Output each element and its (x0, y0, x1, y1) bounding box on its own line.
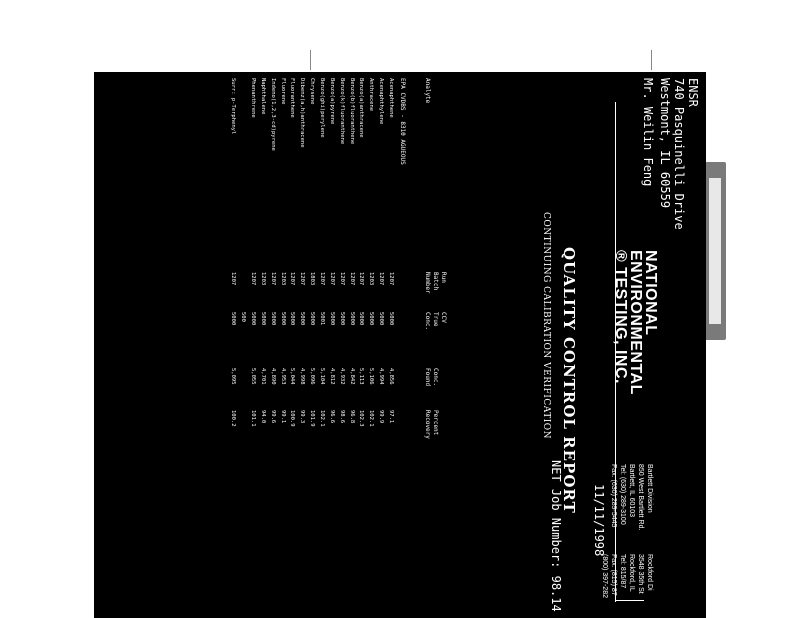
company-line-2: ENVIRONMENTAL (627, 250, 644, 395)
client-city: Westmont, IL 60559 (658, 78, 672, 209)
cell-true-conc: 5000 (338, 312, 345, 326)
scan-mark-right (651, 50, 652, 70)
division-phone: (800) 397-282 (601, 554, 608, 598)
cell-recovery: 99.6 (269, 410, 276, 424)
cell-analyte: Benzo(a)pyrene (328, 78, 335, 125)
job-number: NET Job Number: 98.14 (549, 460, 563, 612)
cell-found: 5,106 (368, 368, 375, 385)
cell-found: 5,113 (358, 368, 365, 385)
header-true-conc: CCV True Conc. (424, 312, 447, 331)
client-name: ENSR (686, 78, 700, 107)
cell-batch: 1203 (259, 272, 266, 286)
cell-true-conc: 5000 (358, 312, 365, 326)
division-name: Bartlett Division (646, 464, 653, 513)
cell-found: 5,104 (319, 368, 326, 385)
client-address (641, 78, 700, 230)
cell-analyte: Benzo(b)fluoranthene (348, 78, 355, 145)
cell-batch: 1207 (378, 272, 385, 286)
cell-recovery: 101.9 (309, 410, 316, 427)
cell-batch: 1207 (269, 272, 276, 286)
rotated-report-page (94, 72, 706, 618)
cell-analyte: Fluoranthene (289, 78, 296, 118)
scan-mark-left (310, 50, 311, 70)
cell-batch: 1207 (250, 272, 257, 286)
header-found: Conc. Found (424, 368, 439, 387)
report-subtitle: CONTINUING CALIBRATION VERIFICATION (541, 212, 551, 440)
cell-analyte: Surr: p-Terphenyl (230, 78, 237, 135)
cell-recovery: 98.6 (338, 410, 345, 424)
company-line-1: NATIONAL (642, 250, 659, 336)
cell-true-conc: 5000 (378, 312, 385, 326)
cell-batch: 1203 (368, 272, 375, 286)
cell-batch: 1203 (279, 272, 286, 286)
cell-found: 5,095 (230, 368, 237, 385)
division-address-1: 3548 35th St (637, 554, 644, 594)
company-name (613, 250, 658, 395)
cell-found: 4,953 (279, 368, 286, 385)
cell-batch: 1207 (388, 272, 394, 286)
report-title: QUALITY CONTROL REPORT (560, 247, 578, 514)
division-tel: Tel: 815/87 (619, 554, 626, 589)
cell-true-conc: 5000 (230, 312, 237, 326)
cell-recovery: 102.3 (358, 410, 365, 427)
cell-found: 5,096 (309, 368, 316, 385)
cell-recovery: 96.8 (348, 410, 355, 424)
cell-recovery: 99.9 (378, 410, 385, 424)
cell-recovery: 100.9 (289, 410, 296, 427)
cell-found: 4,932 (338, 368, 345, 385)
client-attention: Mr. Weilin Feng (641, 78, 655, 187)
division-fax: Fax: (630) 289-5445 (610, 464, 617, 528)
cell-true-conc: 500 (240, 312, 247, 322)
cell-found: 4,994 (378, 368, 385, 385)
cell-analyte: Chrysene (309, 78, 316, 105)
cell-true-conc: 5000 (388, 312, 394, 326)
cell-found: 4,842 (348, 368, 355, 385)
cell-true-conc: 5000 (289, 312, 296, 326)
cell-batch: 1207 (299, 272, 306, 286)
cell-found: 4,998 (299, 368, 306, 385)
cell-batch: 1207 (338, 272, 345, 286)
cell-found: 5,055 (250, 368, 257, 385)
report-date: 11/11/1998 (592, 484, 606, 557)
cell-analyte: Acenaphthene (388, 78, 394, 118)
cell-recovery: 96.6 (328, 410, 335, 424)
division-bartlett (609, 464, 654, 530)
divider-line-right (616, 600, 644, 601)
cell-true-conc: 5001 (319, 312, 326, 326)
cell-recovery: 94.0 (259, 410, 266, 424)
cell-batch: 1803 (309, 272, 316, 286)
cell-analyte: Acenaphthylene (378, 78, 385, 125)
cell-true-conc: 5000 (299, 312, 306, 326)
division-tel: Tel: (630) 289-3100 (619, 464, 626, 525)
cell-recovery: 99.1 (279, 410, 286, 424)
cell-true-conc: 5000 (259, 312, 266, 326)
cell-found: 5,044 (289, 368, 296, 385)
cell-true-conc: 5000 (348, 312, 355, 326)
cell-batch: 1207 (319, 272, 326, 286)
cell-recovery: 99.3 (299, 410, 306, 424)
cell-analyte: Fluorene (279, 78, 286, 105)
cell-found: 4,856 (388, 368, 394, 385)
cell-analyte: Anthracene (368, 78, 375, 112)
cell-found: 4,701 (259, 368, 266, 385)
scanned-document (94, 72, 706, 618)
division-rockford (600, 554, 654, 598)
division-address-2: Bartlett, IL 60103 (628, 464, 635, 518)
cell-recovery: 97.1 (388, 410, 394, 424)
cell-true-conc: 5000 (328, 312, 335, 326)
company-line-3: ® TESTING, INC. (612, 250, 629, 384)
cell-true-conc: 5000 (279, 312, 286, 326)
cell-batch: 1207 (289, 272, 296, 286)
cell-recovery: 102.1 (319, 410, 326, 427)
cell-analyte: Indeno(1,2,3-cd)pyrene (269, 78, 276, 151)
cell-batch: 1207 (348, 272, 355, 286)
division-fax: Fax: (815) 87 (610, 554, 617, 596)
cell-batch: 1207 (230, 272, 237, 286)
cell-batch: 1207 (328, 272, 335, 286)
header-batch: Run Batch Number (424, 272, 447, 294)
header-recovery: Percent Recovery (424, 410, 439, 439)
cell-analyte: Benzo(ghi)perylene (319, 78, 326, 138)
division-address-1: 850 West Bartlett Rd. (637, 464, 644, 531)
logo-graphic-inner (709, 178, 721, 324)
client-street: 740 Pasquinelli Drive (672, 78, 686, 230)
cell-analyte: Dibenz(a,h)anthracene (299, 78, 306, 148)
cell-true-conc: 5000 (250, 312, 257, 326)
cell-recovery: 102.1 (368, 410, 375, 427)
cell-batch: 1207 (358, 272, 365, 286)
cell-analyte: Benzo(k)fluoranthene (338, 78, 345, 145)
cell-analyte: Naphthalene (259, 78, 266, 115)
division-address-2: Rockford, IL (628, 554, 635, 592)
division-name: Rockford Di (646, 554, 653, 591)
cell-analyte: Benzo(a)anthracene (358, 78, 365, 138)
header-analyte: Analyte (424, 78, 431, 104)
cell-true-conc: 5000 (269, 312, 276, 326)
method-label: EPA CVDBS - 8310 AGUEOUS (399, 78, 406, 165)
cell-true-conc: 5000 (309, 312, 316, 326)
cell-found: 4,812 (328, 368, 335, 385)
cell-analyte: Phenanthrene (250, 78, 257, 118)
cell-found: 4,890 (269, 368, 276, 385)
cell-recovery: 101.1 (250, 410, 257, 427)
cell-recovery: 100.2 (230, 410, 237, 427)
cell-true-conc: 5000 (368, 312, 375, 326)
